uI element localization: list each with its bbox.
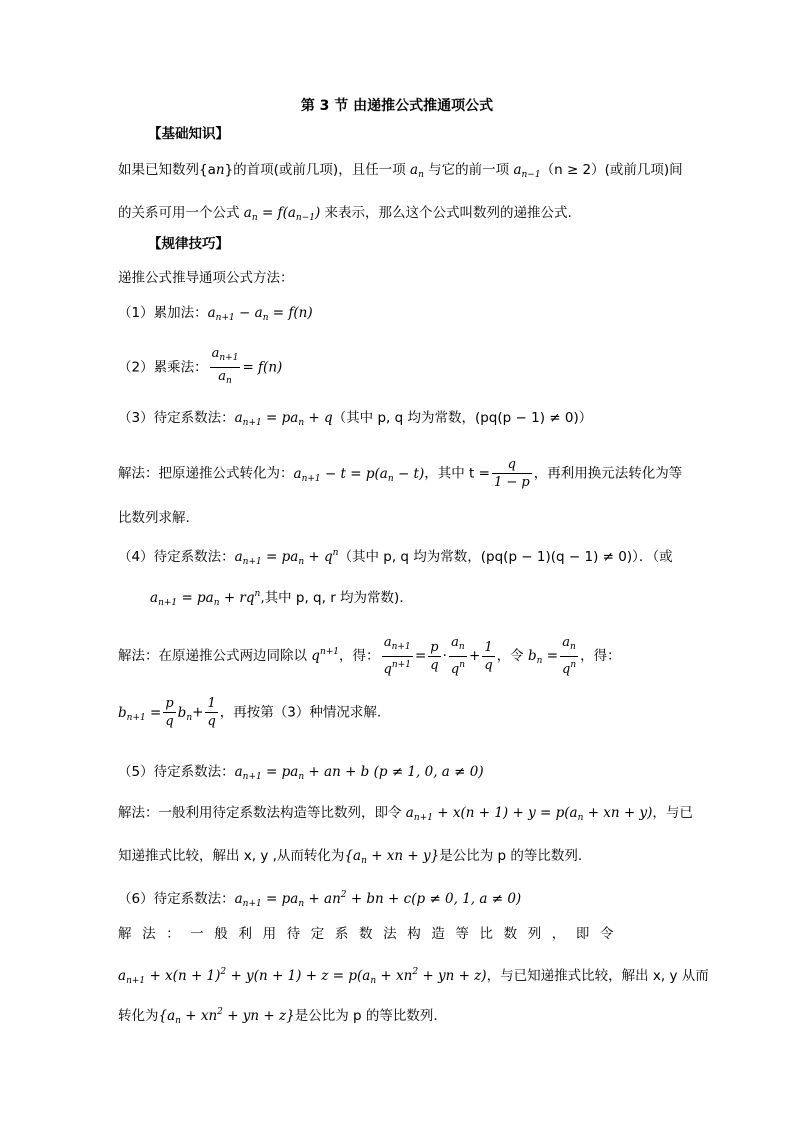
method-4-alt: $a_{n+1} = pa_n + rq^n$,其中 p, q, r 均为常数)． xyxy=(150,589,413,608)
method-4-solution: 解法：在原递推公式两边同除以 $q^{n+1}$，得： $\frac{a_{n+1}}{q^{n+1}}$ = $\frac{p}{q}$ · $\frac{a_n}{q^n}$ + $\frac{1}{q}$ ，令 $b_n$ = $\frac{a_n}{q^n}$ ，得： xyxy=(118,635,621,677)
method-5: （5）待定系数法：$a_{n+1} = pa_n$ + an + b (p ≠ 1, 0, a ≠ 0) xyxy=(118,764,484,782)
tips-intro: 递推公式推导通项公式方法： xyxy=(118,270,294,286)
method-6: （6）待定系数法：$a_{n+1} = pa_n + an^2$ + bn + c(p ≠ 0, 1, a ≠ 0) xyxy=(118,890,522,909)
method-6-solution: 解法：一般利用待定系数法构造等比数列，即令 xyxy=(118,926,625,942)
page-title: 第 3 节 由递推公式推通项公式 xyxy=(300,98,494,114)
method-5-solution: 解法：一般利用待定系数法构造等比数列，即令 $a_{n+1} + x(n + 1) + y = p(a_n$ + xn + y)，与已 xyxy=(118,805,693,823)
method-2: （2）累乘法： $\frac{a_{n+1}}{a_n}$ = f(n) xyxy=(118,345,676,390)
method-6-solution-formula: $a_{n+1} + x(n + 1)^2 + y(n + 1) + z = p(a_n + xn^2$ + yn + z)，与已知递推式比较，解出 x, y 从而 xyxy=(118,967,709,986)
recurrence-formula: $a_n = f(a_{n-1})$ xyxy=(243,205,321,223)
method-1: （1）累加法：$a_{n+1} - a_n = f(n)$ xyxy=(118,305,313,323)
section-heading-basics: 【基础知识】 xyxy=(148,126,229,142)
method-3: （3）待定系数法：$a_{n+1} = pa_n + q$（其中 p, q 均为常数，(pq(p − 1) ≠ 0)） xyxy=(118,410,593,428)
method-6-solution-cont: 转化为{$a_n + xn^2$ + yn + z}是公比为 p 的等比数列. xyxy=(118,1007,438,1026)
method-4: （4）待定系数法：$a_{n+1} = pa_n + q^n$（其中 p, q 均为常数，(pq(p − 1)(q − 1) ≠ 0)）．（或 xyxy=(118,548,673,567)
method-4-solution-cont: $b_{n+1}$ = $\frac{p}{q}$ $b_n+$ $\frac{1}{q}$ ，再按第（3）种情况求解. xyxy=(118,696,382,729)
method-3-solution-cont: 比数列求解. xyxy=(118,510,190,526)
t-fraction: $\frac{q}{1 - p}$ xyxy=(493,457,530,490)
method-5-solution-cont: 知递推式比较，解出 x, y ,从而转化为{$a_n$ + xn + y}是公比为 p 的等比数列. xyxy=(118,848,583,866)
basics-paragraph-line2: 的关系可用一个公式 $a_n = f(a_{n-1})$ 来表示，那么这个公式叫数列的递推公式. xyxy=(118,205,572,223)
ratio-fraction: $\frac{a_{n+1}}{a_n}$ xyxy=(211,346,239,386)
section-heading-tips: 【规律技巧】 xyxy=(148,236,229,252)
basics-paragraph-line1: 如果已知数列{an}的首项(或前几项)，且任一项 $a_n$ 与它的前一项 $a_{n-1}(n \ge 2)$(或前几项)间 xyxy=(118,162,683,180)
method-3-solution: 解法：把原递推公式转化为：$a_{n+1} - t = p(a_n - t)$，其中 t = $\frac{q}{1 - p}$ ，再利用换元法转化为等 xyxy=(118,457,683,490)
